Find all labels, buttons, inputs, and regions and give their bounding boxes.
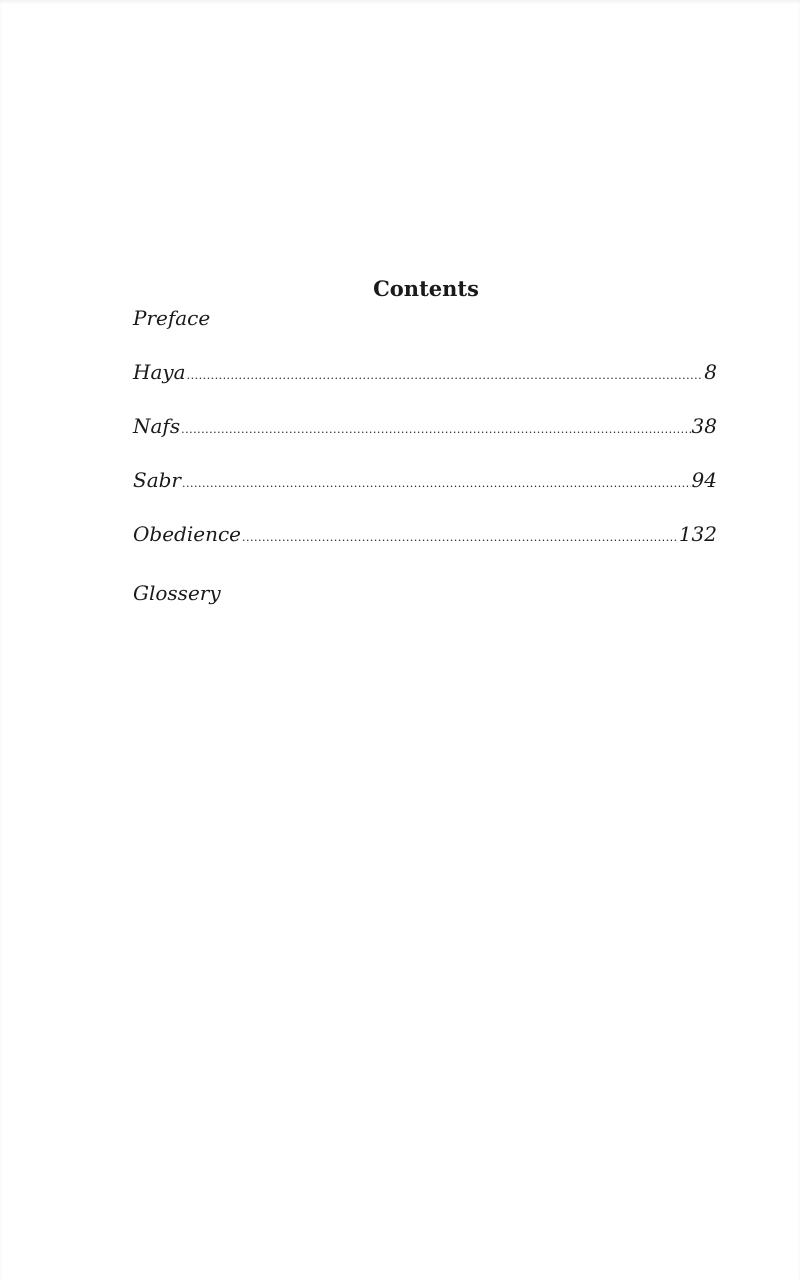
toc-entry-title: Preface xyxy=(133,306,211,330)
toc-entry-title: Haya xyxy=(133,360,186,384)
toc-entry-title: Nafs xyxy=(133,414,181,438)
toc-entry-haya[interactable] xyxy=(133,360,717,390)
toc-entry-obedience[interactable] xyxy=(133,522,717,552)
dot-leader xyxy=(187,369,704,382)
toc-entry-glossery[interactable] xyxy=(133,581,717,611)
toc-entry-title: Obedience xyxy=(133,522,241,546)
toc-page-number: 132 xyxy=(678,522,717,546)
dot-leader xyxy=(181,423,690,436)
toc-entry-sabr[interactable] xyxy=(133,468,717,498)
toc-page-number: 38 xyxy=(691,414,717,438)
toc-entry-preface[interactable] xyxy=(133,306,717,336)
toc-entry-title: Sabr xyxy=(133,468,181,492)
dot-leader xyxy=(182,477,691,490)
toc-page-number: 8 xyxy=(704,360,717,384)
toc-entry-title: Glossery xyxy=(133,581,221,605)
dot-leader xyxy=(242,531,678,544)
toc-entry-nafs[interactable] xyxy=(133,414,717,444)
contents-heading: Contents xyxy=(373,276,479,301)
toc-page-number: 94 xyxy=(691,468,717,492)
